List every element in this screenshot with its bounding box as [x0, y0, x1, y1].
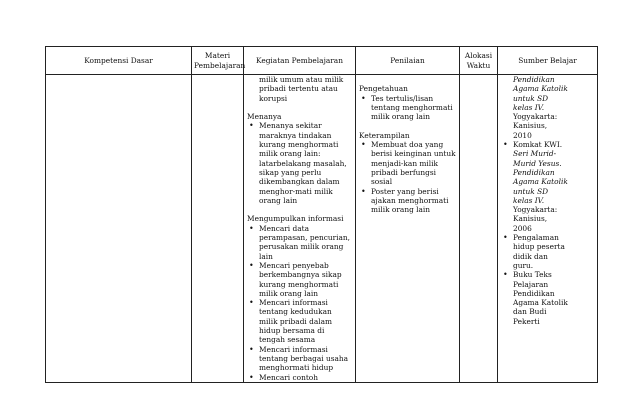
- list-item: • Mencari data perampasan, pencurian, perusakan milik orang lain: [247, 224, 352, 261]
- list-item: • Mencari informasi tentang berbagai usaha menghormati hidup: [247, 345, 352, 373]
- keterampilan-heading: Keterampilan: [359, 130, 410, 140]
- sumber-list: [501, 140, 594, 326]
- header-row: [46, 47, 598, 75]
- list-item: • Mencari contoh: [247, 373, 352, 382]
- header-penilaian: Penilaian: [356, 47, 460, 75]
- penilaian-cell: [356, 75, 460, 383]
- header-sumber-belajar: Sumber Belajar: [498, 47, 598, 75]
- syllabus-table: [45, 46, 598, 383]
- list-item: • Pengalaman hidup peserta didik dan guru.: [501, 233, 594, 270]
- kompetensi-dasar-cell: [46, 75, 192, 383]
- materi-pembelajaran-cell: [192, 75, 244, 383]
- list-item: • Membuat doa yang berisi keinginan untuk menjadi-kan milik pribadi berfungsi sosial: [359, 140, 456, 186]
- list-item: • Mencari informasi tentang kedudukan milik pribadi dalam hidup bersama di tengah sesama: [247, 298, 352, 344]
- list-item: • Poster yang berisi ajakan menghormati milik orang lain: [359, 187, 456, 215]
- list-item: • Menanya sekitar maraknya tindakan kurang menghormati milik orang lain: latarbelakang masalah, sikap yang perlu dikembangkan dalam menghor-mati milik orang lain: [247, 121, 352, 205]
- keterampilan-list: [359, 140, 456, 214]
- list-item: • Buku Teks Pelajaran Pendidikan Agama Katolik dan Budi Pekerti: [501, 270, 594, 326]
- list-item: • Komkat KWI. Seri Murid- Murid Yesus. Pendidikan Agama Katolik untuk SD kelas IV. Yogyakarta: Kanisius, 2006: [501, 140, 594, 233]
- menanya-heading: Menanya: [247, 112, 282, 122]
- pengetahuan-list: [359, 94, 456, 122]
- kegiatan-continued-text: milik umum atau milik pribadi tertentu atau korupsi: [259, 75, 344, 103]
- header-materi-pembelajaran: Materi Pembelajaran: [192, 47, 244, 75]
- header-alokasi-waktu: Alokasi Waktu: [460, 47, 498, 75]
- alokasi-waktu-cell: [460, 75, 498, 383]
- mengumpulkan-list: [247, 224, 352, 382]
- header-kegiatan-pembelajaran: Kegiatan Pembelajaran: [244, 47, 356, 75]
- content-row: [46, 75, 598, 383]
- pengetahuan-heading: Pengetahuan: [359, 84, 408, 94]
- list-item: • Mencari penyebab berkembangnya sikap kurang menghormati milik orang lain: [247, 261, 352, 298]
- sumber-belajar-cell: [498, 75, 598, 383]
- list-item: • Tes tertulis/lisan tentang menghormati milik orang lain: [359, 94, 456, 122]
- header-kompetensi-dasar: Kompetensi Dasar: [46, 47, 192, 75]
- kegiatan-pembelajaran-cell: [244, 75, 356, 383]
- sumber-continued-text: Pendidikan Agama Katolik untuk SD kelas IV. Yogyakarta: Kanisius, 2010: [513, 75, 568, 140]
- menanya-list: [247, 121, 352, 205]
- mengumpulkan-informasi-heading: Mengumpulkan informasi: [247, 214, 344, 224]
